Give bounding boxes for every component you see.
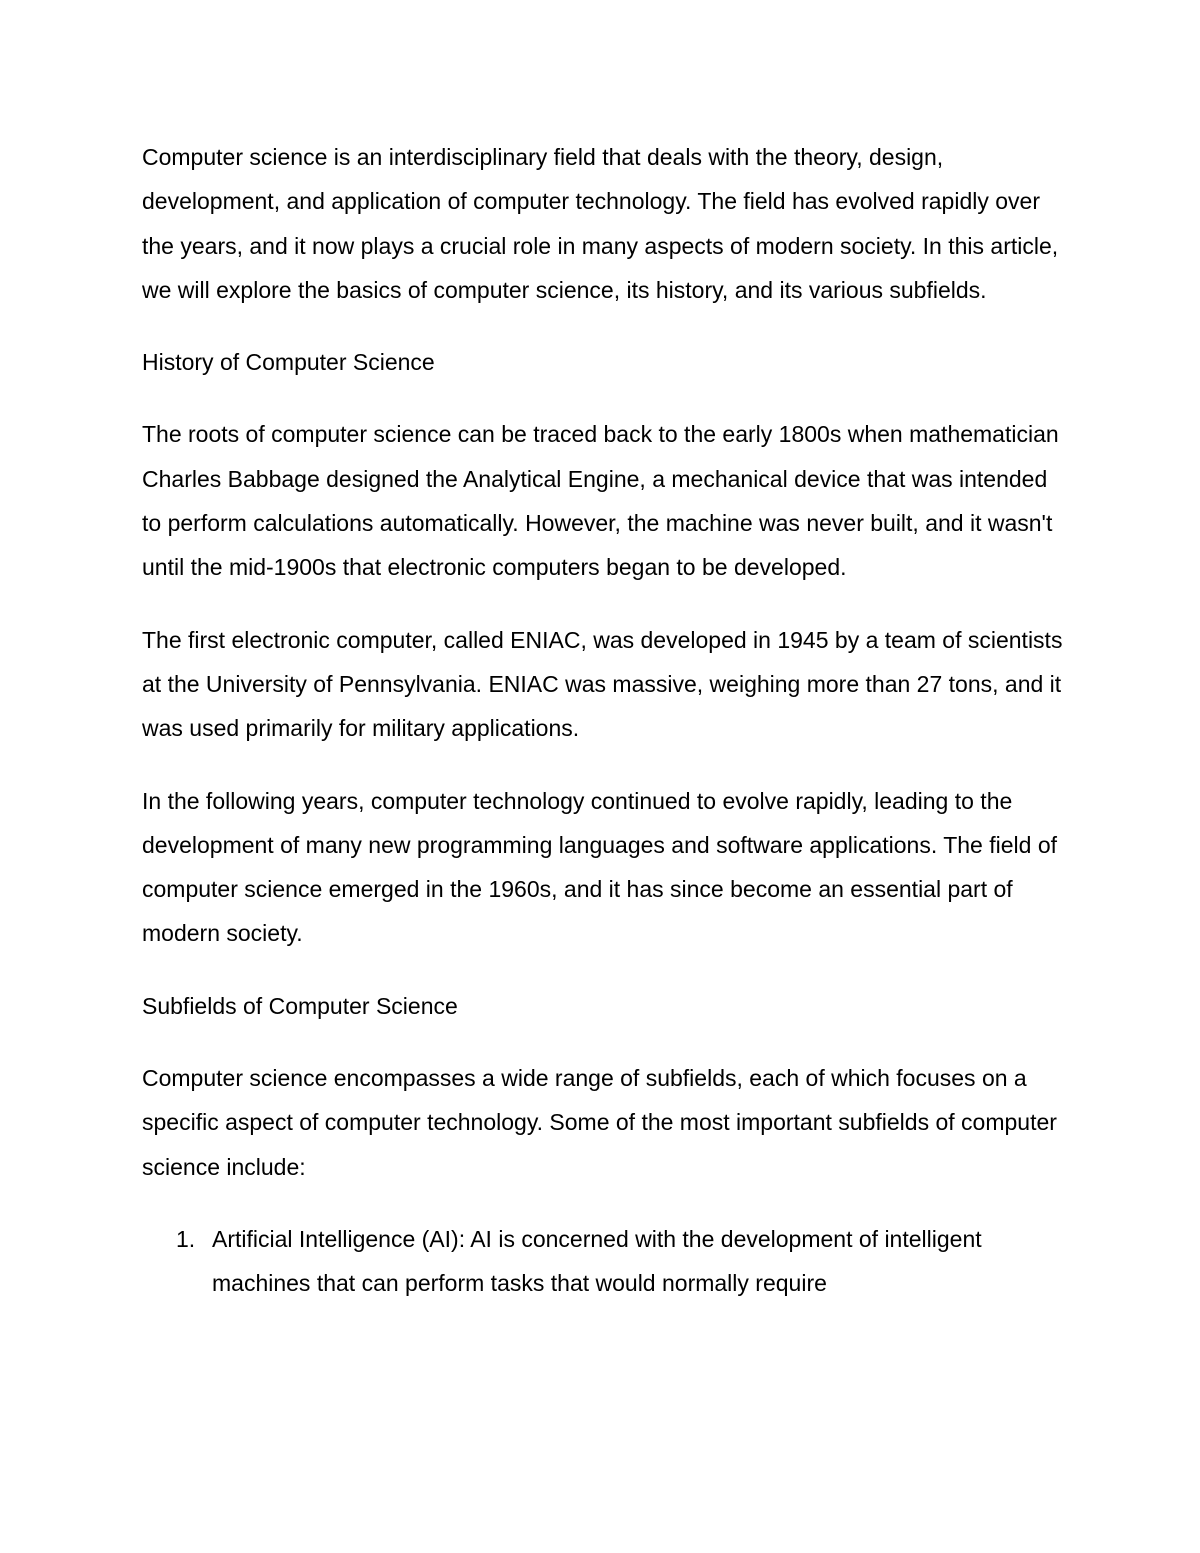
document-body [142,135,1072,1306]
history-paragraph-3: In the following years, computer technology continued to evolve rapidly, leading to the development of many new programming languages and software applications. The field of computer science emerged in the 1960s, and it has since become an essential part of modern society. [142,787,1058,947]
subfields-intro-paragraph: Computer science encompasses a wide range of subfields, each of which focuses on a specific aspect of computer technology. Some of the most important subfields of computer science include: [142,1065,1057,1180]
list-item [142,1217,1072,1306]
list-item-text: Artificial Intelligence (AI): AI is concerned with the development of intelligent machines that can perform tasks that would normally require [212,1225,982,1297]
history-heading: History of Computer Science [142,349,435,376]
list-item-number: 1. [176,1225,196,1252]
history-paragraph-1: The roots of computer science can be traced back to the early 1800s when mathematician Charles Babbage designed the Analytical Engine, a mechanical device that was intended to perform calculations automatically. However, the machine was never built, and it wasn't until the mid-1900s that electronic computers began to be developed. [142,421,1059,581]
history-paragraph-2: The first electronic computer, called ENIAC, was developed in 1945 by a team of scientists at the University of Pennsylvania. ENIAC was massive, weighing more than 27 tons, and it was used primarily for military applications. [142,626,1063,742]
subfields-list [142,1217,1072,1306]
intro-paragraph: Computer science is an interdisciplinary field that deals with the theory, design, development, and application of computer technology. The field has evolved rapidly over the years, and it now plays a crucial role in many aspects of modern society. In this article, we will explore the basics of computer science, its history, and its various subfields. [142,144,1059,303]
subfields-heading: Subfields of Computer Science [142,992,458,1019]
